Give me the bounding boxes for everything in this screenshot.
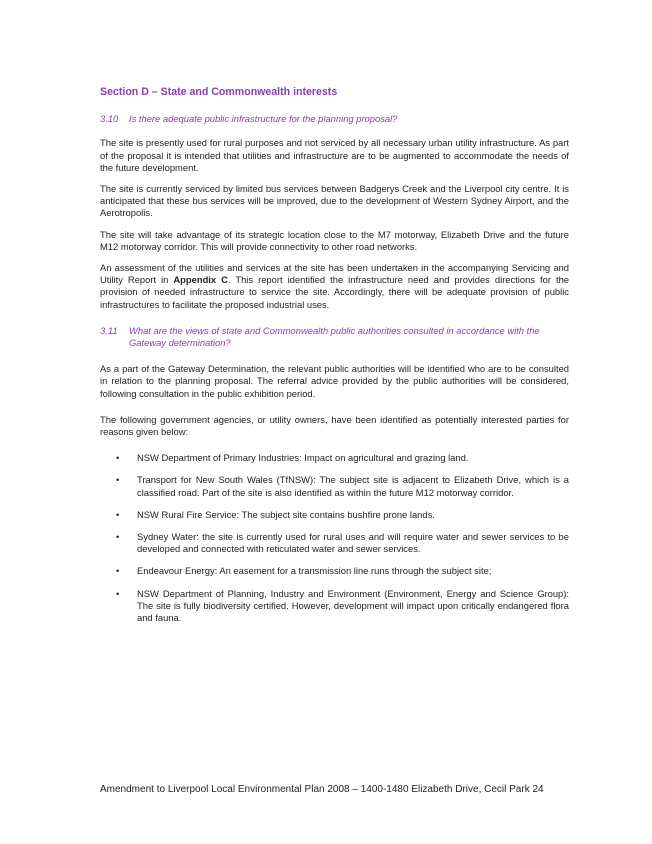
footer-text: Amendment to Liverpool Local Environmental Plan 2008 – 1400-1480 Elizabeth Drive, Cecil Park: [100, 784, 530, 795]
list-item-text: Transport for New South Wales (TfNSW): The subject site is adjacent to Elizabeth Drive, which is a classified road. Part of the site is also identified as within the future M12 motorway corridor.: [137, 474, 569, 498]
list-item: [100, 588, 569, 625]
section-title: Section D – State and Commonwealth interests: [100, 86, 338, 98]
paragraph: The site is presently used for rural purposes and not serviced by all necessary urban utility infrastructure. As part of the proposal it is intended that utilities and infrastructure are to be augmented to accommodate the needs of the future development.: [100, 137, 569, 173]
bullet-icon: •: [116, 565, 120, 577]
paragraph-text: An assessment of the utilities and services at the site has been undertaken in the accompanying Servicing and Utility Report in: [100, 262, 569, 286]
page-footer: [100, 784, 544, 795]
paragraph-text: . This report identified the infrastructure need and provides directions for the provision of needed infrastructure to service the site. Accordingly, there will be adequate provision of public infrastructures to facilitate the proposed industrial uses.: [100, 274, 569, 310]
list-item-text: NSW Department of Planning, Industry and Environment (Environment, Energy and Science Group): The site is fully biodiversity certified. However, development will impact upon critically endangered flora and fauna.: [137, 587, 569, 624]
list-item-text: Endeavour Energy: An easement for a transmission line runs through the subject site;: [137, 565, 492, 577]
question-text: What are the views of state and Commonwealth public authorities consulted in accordance with the Gateway determination?: [129, 324, 540, 349]
bullet-icon: •: [116, 474, 120, 486]
question-number: 3.11: [100, 324, 118, 336]
paragraph: The following government agencies, or utility owners, have been identified as potentially interested parties for reasons given below:: [100, 413, 569, 438]
question-3-11: [100, 325, 569, 349]
bullet-icon: •: [116, 587, 120, 599]
question-text: Is there adequate public infrastructure for the planning proposal?: [129, 113, 398, 125]
list-item-text: NSW Department of Primary Industries: Impact on agricultural and grazing land.: [137, 452, 469, 464]
list-item-text: Sydney Water: the site is currently used for rural uses and will require water and sewer services to be developed and connected with reticulated water and sewer services.: [137, 531, 569, 555]
question-3-10: [100, 113, 569, 125]
bullet-icon: •: [116, 531, 120, 543]
paragraph: The site will take advantage of its strategic location close to the M7 motorway, Elizabeth Drive and the future M12 motorway corridor. This will provide connectivity to other road networks.: [100, 228, 569, 252]
list-item: [100, 474, 569, 498]
list-item: [100, 452, 569, 464]
bullet-icon: •: [116, 508, 120, 520]
bullet-icon: •: [116, 452, 120, 464]
list-item: [100, 509, 569, 521]
paragraph: As a part of the Gateway Determination, the relevant public authorities will be identified who are to be consulted in relation to the planning proposal. The referral advice provided by the public authorities will be considered, following consultation in the public exhibition period.: [100, 363, 569, 399]
page-number: 24: [532, 784, 544, 795]
question-number: 3.10: [100, 113, 119, 125]
document-page: [100, 86, 569, 634]
paragraph-appendix-reference: [100, 262, 569, 311]
list-item: [100, 565, 569, 577]
paragraph: The site is currently serviced by limited bus services between Badgerys Creek and the Liverpool city centre. It is anticipated that these bus services will be improved, due to the development of Western Sydney Airport, and the Aerotropolis.: [100, 183, 569, 219]
interested-parties-list: [100, 452, 569, 624]
list-item-text: NSW Rural Fire Service: The subject site contains bushfire prone lands.: [137, 508, 435, 520]
list-item: [100, 531, 569, 555]
appendix-c-reference: Appendix C: [173, 274, 228, 286]
